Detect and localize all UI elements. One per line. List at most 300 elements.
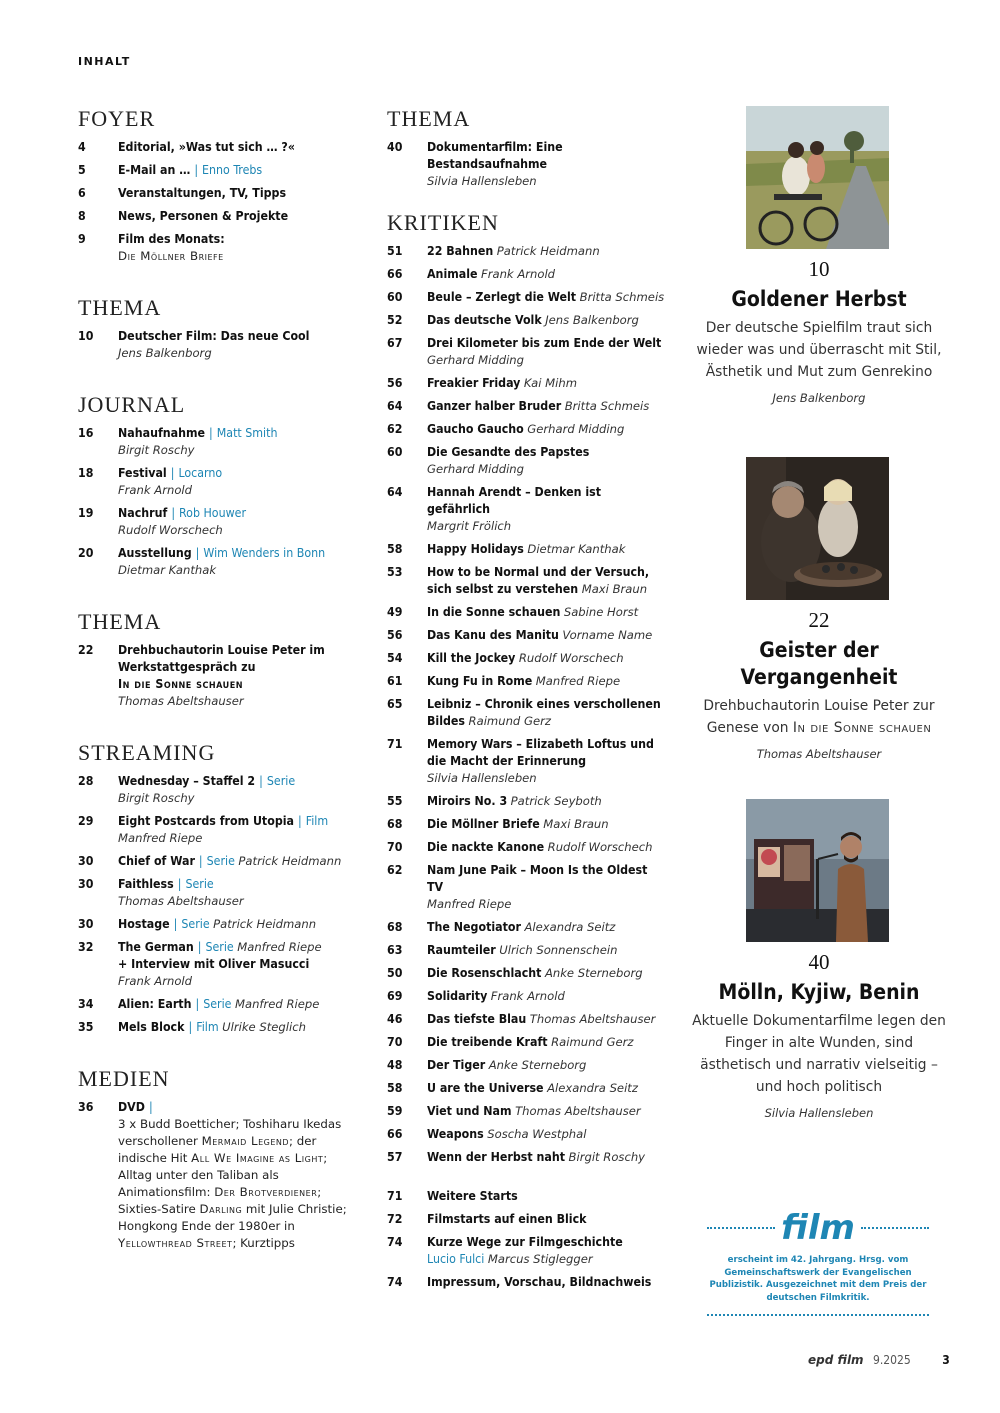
entry-body xyxy=(118,773,360,807)
dotted-rule xyxy=(707,1314,929,1316)
entry-title: Faithless xyxy=(118,877,174,891)
toc-entry[interactable] xyxy=(387,541,665,558)
toc-entry[interactable] xyxy=(387,627,665,644)
entry-category: Film xyxy=(196,1020,219,1034)
entry-line xyxy=(427,484,665,518)
page-number: 40 xyxy=(387,140,403,154)
page-number: 71 xyxy=(387,1189,403,1203)
toc-section xyxy=(387,106,665,190)
toc-entry[interactable] xyxy=(387,862,665,913)
entry-line xyxy=(427,965,665,982)
page-number: 3 xyxy=(942,1353,950,1367)
toc-entry[interactable] xyxy=(78,1019,360,1036)
entry-title: Die Möllner Briefe xyxy=(427,817,540,831)
entry-author: Rudolf Worschech xyxy=(118,523,223,537)
entry-author: Kai Mihm xyxy=(523,376,577,390)
entry-body xyxy=(427,1234,665,1268)
separator: | xyxy=(177,877,182,891)
entry-category: Film xyxy=(305,814,329,828)
toc-entry[interactable] xyxy=(387,793,665,810)
page-number: 46 xyxy=(387,1012,403,1026)
toc-entry[interactable] xyxy=(387,1126,665,1143)
entry-line xyxy=(427,564,665,598)
entry-title: Ausstellung xyxy=(118,546,192,560)
entry-line xyxy=(118,853,360,870)
section-heading: KRITIKEN xyxy=(387,210,499,235)
toc-entry[interactable] xyxy=(387,1149,665,1166)
entry-category: Serie xyxy=(206,854,235,868)
entry-body xyxy=(427,243,665,260)
entry-author: Patrick Heidmann xyxy=(496,244,600,258)
entry-body xyxy=(427,398,665,415)
entry-line xyxy=(118,1099,360,1116)
page-number: 30 xyxy=(78,877,94,891)
entry-body xyxy=(118,505,360,539)
dotted-rule xyxy=(707,1227,775,1229)
entry-title: Veranstaltungen, TV, Tipps xyxy=(118,186,287,200)
entry-title: Editorial, »Was tut sich … ?« xyxy=(118,140,295,154)
masthead-text: erscheint im 42. Jahrgang. Hrsg. vom Gemeinschaftswerk der Evangelischen Publizistik. Ausgezeichnet mit dem Preis der deutschen Filmkritik. xyxy=(709,1255,927,1303)
page-number: 32 xyxy=(78,940,94,954)
entry-author: Jens Balkenborg xyxy=(545,313,639,327)
entry-body xyxy=(427,1126,665,1143)
entry-line xyxy=(427,696,665,730)
entry-category: Rob Houwer xyxy=(179,506,246,520)
entry-body xyxy=(427,1274,665,1291)
entry-author: Raimund Gerz xyxy=(551,1035,634,1049)
page-number: 58 xyxy=(387,1081,403,1095)
page-number: 8 xyxy=(78,209,86,223)
entry-author: Silvia Hallensleben xyxy=(427,174,537,188)
page-number: 10 xyxy=(78,329,94,343)
entry-body xyxy=(118,208,360,225)
entry-line xyxy=(427,650,665,667)
toc-entry[interactable] xyxy=(387,965,665,982)
toc-entry[interactable] xyxy=(387,444,665,478)
entry-title-extra: + Interview mit Oliver Masucci xyxy=(118,957,310,971)
entry-body xyxy=(427,942,665,959)
entry-line xyxy=(118,162,360,179)
toc-entry[interactable] xyxy=(387,696,665,730)
entry-author: Maxi Braun xyxy=(581,582,648,596)
entry-title: Deutscher Film: Das neue Cool xyxy=(118,329,310,343)
entry-author: Dietmar Kanthak xyxy=(527,542,626,556)
entry-title: U are the Universe xyxy=(427,1081,544,1095)
entry-line xyxy=(427,375,665,392)
entry-author: Anke Sterneborg xyxy=(544,966,643,980)
entry-body xyxy=(427,673,665,690)
entry-body xyxy=(427,862,665,913)
entry-body xyxy=(118,545,360,579)
entry-line xyxy=(427,1211,665,1228)
entry-line xyxy=(427,444,665,461)
speaker-photo xyxy=(746,799,889,942)
entry-body xyxy=(427,1188,665,1205)
entry-body xyxy=(118,642,360,710)
entry-title: Die Gesandte des Papstes xyxy=(427,445,590,459)
toc-entry[interactable] xyxy=(78,185,360,202)
entry-title: Die nackte Kanone xyxy=(427,840,545,854)
entry-author: Manfred Riepe xyxy=(237,940,322,954)
feature-page-number: 40 xyxy=(808,950,830,974)
separator: | xyxy=(198,854,203,868)
entry-title: Film des Monats: xyxy=(118,232,225,246)
cyclists-photo xyxy=(746,106,889,249)
entry-line xyxy=(427,627,665,644)
entry-author: Frank Arnold xyxy=(490,989,565,1003)
toc-entry[interactable] xyxy=(387,1080,665,1097)
film-title: In die Sonne schauen xyxy=(792,720,932,736)
entry-body xyxy=(427,604,665,621)
entry-title: Weapons xyxy=(427,1127,484,1141)
entry-description: 3 x Budd Boetticher; Toshiharu Ikedas verschollener Mermaid Legend; der indische Hit All We Imagine as Light; Alltag unter den Taliban als Animationsfilm: Der Brotverdiener; Sixties-Satire Darling mit Julie Christie; Hongkong Ende der 1980er in Yellowthread Street; Kurztipps xyxy=(118,1117,347,1250)
entry-title: The German xyxy=(118,940,194,954)
page-number: 36 xyxy=(78,1100,94,1114)
toc-section xyxy=(78,609,360,710)
page-number: 54 xyxy=(387,651,403,665)
page-number: 50 xyxy=(387,966,403,980)
feature-teaser[interactable] xyxy=(690,106,948,405)
entry-line xyxy=(427,541,665,558)
entry-line xyxy=(427,1251,665,1268)
entry-title: Viet und Nam xyxy=(427,1104,512,1118)
entry-title: Kill the Jockey xyxy=(427,651,516,665)
entry-author: Manfred Riepe xyxy=(427,897,512,911)
entry-line xyxy=(118,139,360,156)
separator: | xyxy=(209,426,213,440)
page-number: 35 xyxy=(78,1020,94,1034)
toc-entry[interactable] xyxy=(387,335,665,369)
entry-title: Solidarity xyxy=(427,989,488,1003)
page-footer xyxy=(808,1353,950,1367)
toc-entry[interactable] xyxy=(387,243,665,260)
page-number: 6 xyxy=(78,186,86,200)
entry-line xyxy=(427,139,665,173)
entry-line xyxy=(118,425,360,442)
entry-body xyxy=(118,328,360,362)
entry-line xyxy=(427,1080,665,1097)
entry-line xyxy=(118,642,360,676)
entry-body xyxy=(427,1211,665,1228)
masthead xyxy=(707,1208,929,1316)
page-number: 9 xyxy=(78,232,86,246)
entry-line xyxy=(427,793,665,810)
entry-title: Die treibende Kraft xyxy=(427,1035,548,1049)
entry-author: Raimund Gerz xyxy=(468,714,551,728)
toc-section xyxy=(78,740,360,1036)
page-number: 30 xyxy=(78,854,94,868)
toc-entry[interactable] xyxy=(78,876,360,910)
entry-body xyxy=(427,335,665,369)
entry-title: Kurze Wege zur Filmgeschichte xyxy=(427,1235,623,1249)
page-number: 70 xyxy=(387,1035,403,1049)
entry-author: Rudolf Worschech xyxy=(547,840,653,854)
section-heading: STREAMING xyxy=(78,740,216,765)
entry-body xyxy=(118,916,360,933)
entry-author: Birgit Roschy xyxy=(118,791,195,805)
entry-line xyxy=(427,1057,665,1074)
film-title: Der Brotverdiener xyxy=(214,1185,318,1199)
entry-title: Memory Wars – Elizabeth Loftus und die Macht der Erinnerung xyxy=(427,737,654,768)
feature-title: Mölln, Kyjiw, Benin xyxy=(718,980,920,1004)
entry-line xyxy=(427,1103,665,1120)
entry-title: Beule – Zerlegt die Welt xyxy=(427,290,577,304)
entry-line xyxy=(427,988,665,1005)
entry-title: Nachruf xyxy=(118,506,168,520)
entry-title: Impressum, Vorschau, Bildnachweis xyxy=(427,1275,652,1289)
feature-page-number: 22 xyxy=(808,608,830,632)
page-number: 62 xyxy=(387,422,403,436)
toc-entry[interactable] xyxy=(387,650,665,667)
page-number: 57 xyxy=(387,1150,403,1164)
toc-entry[interactable] xyxy=(387,942,665,959)
entry-line xyxy=(427,335,665,352)
entry-author: Maxi Braun xyxy=(543,817,609,831)
toc-entry[interactable] xyxy=(387,375,665,392)
entry-body xyxy=(118,876,360,910)
entry-title: 22 Bahnen xyxy=(427,244,494,258)
entry-body xyxy=(118,185,360,202)
entry-author: Frank Arnold xyxy=(118,483,193,497)
entry-body xyxy=(427,965,665,982)
toc-entry[interactable] xyxy=(78,425,360,459)
toc-entry[interactable] xyxy=(387,816,665,833)
film-title: Mermaid Legend xyxy=(201,1134,290,1148)
section-heading: FOYER xyxy=(78,106,156,131)
entry-title: Das Kanu des Manitu xyxy=(427,628,559,642)
entry-line xyxy=(118,813,360,830)
entry-title: DVD xyxy=(118,1100,145,1114)
separator: | xyxy=(259,774,263,788)
page-number: 19 xyxy=(78,506,94,520)
entry-body xyxy=(427,312,665,329)
toc-entry[interactable] xyxy=(387,1057,665,1074)
entry-title: Animale xyxy=(427,267,478,281)
entry-line xyxy=(427,421,665,438)
feature-description: Aktuelle Dokumentarfilme legen den Finger in alte Wunden, sind ästhetisch und narrativ vielseitig – und hoch politisch xyxy=(692,1013,946,1095)
entry-title: Leibniz – Chronik eines verschollenen Bildes xyxy=(427,697,661,728)
separator: | xyxy=(194,163,199,177)
toc-entry[interactable] xyxy=(78,328,360,362)
separator: | xyxy=(171,506,176,520)
page-number: 70 xyxy=(387,840,403,854)
toc-entry[interactable] xyxy=(387,1234,665,1268)
page-number: 63 xyxy=(387,943,403,957)
toc-entry[interactable] xyxy=(387,919,665,936)
footer-issue: 9.2025 xyxy=(873,1353,911,1367)
entry-line xyxy=(427,736,665,770)
toc-entry[interactable] xyxy=(78,1099,360,1252)
entry-author: Manfred Riepe xyxy=(535,674,621,688)
page-number: 59 xyxy=(387,1104,403,1118)
page-number: 49 xyxy=(387,605,403,619)
entry-title: Dokumentarfilm: Eine Bestandsaufnahme xyxy=(427,140,563,171)
toc-section xyxy=(78,295,360,362)
toc-entry[interactable] xyxy=(387,289,665,306)
entry-title: Ganzer halber Bruder xyxy=(427,399,562,413)
entry-author: Dietmar Kanthak xyxy=(118,563,217,577)
page-number: 68 xyxy=(387,920,403,934)
entry-title: Hannah Arendt – Denken ist gefährlich xyxy=(427,485,601,516)
entry-author: Thomas Abeltshauser xyxy=(529,1012,656,1026)
entry-line xyxy=(427,816,665,833)
toc-entry[interactable] xyxy=(78,939,360,990)
toc-entry[interactable] xyxy=(387,421,665,438)
entry-body xyxy=(427,1011,665,1028)
toc-entry[interactable] xyxy=(78,139,360,156)
separator: | xyxy=(188,1020,193,1034)
entry-line xyxy=(118,1019,360,1036)
page-number: 74 xyxy=(387,1235,403,1249)
entry-body xyxy=(427,736,665,787)
entry-body xyxy=(118,425,360,459)
entry-title: How to be Normal und der Versuch, sich selbst zu verstehen xyxy=(427,565,650,596)
toc-section xyxy=(387,1188,665,1291)
entry-author: Thomas Abeltshauser xyxy=(118,694,244,708)
entry-body xyxy=(118,139,360,156)
entry-body xyxy=(427,375,665,392)
entry-author: Rudolf Worschech xyxy=(518,651,624,665)
toc-entry[interactable] xyxy=(387,312,665,329)
entry-category: Wim Wenders in Bonn xyxy=(203,546,326,560)
page-number: 65 xyxy=(387,697,403,711)
toc-entry[interactable] xyxy=(78,545,360,579)
entry-title: Raumteiler xyxy=(427,943,496,957)
toc-entry[interactable] xyxy=(387,1274,665,1291)
entry-author: Manfred Riepe xyxy=(234,997,320,1011)
page-number: 60 xyxy=(387,445,403,459)
feature-teaser[interactable] xyxy=(690,457,948,761)
toc-entry[interactable] xyxy=(78,208,360,225)
entry-category: Serie xyxy=(203,997,232,1011)
toc-entry[interactable] xyxy=(387,398,665,415)
entry-body xyxy=(427,444,665,478)
entry-author: Patrick Heidmann xyxy=(238,854,342,868)
toc-entry[interactable] xyxy=(387,266,665,283)
entry-body xyxy=(118,465,360,499)
page-number: 48 xyxy=(387,1058,403,1072)
entry-author: Alexandra Seitz xyxy=(524,920,616,934)
entry-line xyxy=(427,266,665,283)
toc-entry[interactable] xyxy=(78,505,360,539)
page-number: 66 xyxy=(387,267,403,281)
entry-body xyxy=(118,939,360,990)
entry-body xyxy=(427,541,665,558)
entry-line xyxy=(427,1234,665,1251)
entry-body xyxy=(118,1099,360,1252)
entry-line xyxy=(427,398,665,415)
entry-body xyxy=(118,813,360,847)
entry-title: Das tiefste Blau xyxy=(427,1012,527,1026)
page-number: 67 xyxy=(387,336,403,350)
page-number: 74 xyxy=(387,1275,403,1289)
separator: | xyxy=(195,546,200,560)
entry-body xyxy=(427,1057,665,1074)
toc-entry[interactable] xyxy=(387,1034,665,1051)
entry-author: Thomas Abeltshauser xyxy=(515,1104,641,1118)
entry-body xyxy=(427,564,665,598)
page-number: 20 xyxy=(78,546,94,560)
toc-entry[interactable] xyxy=(387,736,665,787)
entry-author: Thomas Abeltshauser xyxy=(118,894,244,908)
page-number: 61 xyxy=(387,674,403,688)
entry-body xyxy=(118,162,360,179)
entry-author: Jens Balkenborg xyxy=(118,346,212,360)
toc-entry[interactable] xyxy=(387,839,665,856)
page-number: 34 xyxy=(78,997,94,1011)
entry-body xyxy=(427,1149,665,1166)
toc-entry[interactable] xyxy=(78,231,360,265)
toc-entry[interactable] xyxy=(78,916,360,933)
toc-entry[interactable] xyxy=(387,484,665,535)
entry-body xyxy=(427,696,665,730)
entry-title: Die Rosenschlacht xyxy=(427,966,542,980)
feature-page-number: 10 xyxy=(808,257,830,281)
entry-title: Wenn der Herbst naht xyxy=(427,1150,565,1164)
toc-entry[interactable] xyxy=(387,1211,665,1228)
separator: | xyxy=(173,917,178,931)
page-number: 18 xyxy=(78,466,94,480)
entry-title: Filmstarts auf einen Blick xyxy=(427,1212,587,1226)
entry-category: Serie xyxy=(266,774,296,788)
entry-title: In die Sonne schauen xyxy=(427,605,561,619)
entry-body xyxy=(427,1103,665,1120)
toc-section xyxy=(387,210,665,1166)
entry-category: Serie xyxy=(205,940,234,954)
entry-line xyxy=(118,231,360,248)
entry-line xyxy=(427,604,665,621)
entry-title: Drehbuchautorin Louise Peter im Werkstattgespräch zu xyxy=(118,643,325,674)
separator: | xyxy=(195,997,200,1011)
feature-teaser[interactable] xyxy=(690,799,948,1120)
entry-line xyxy=(427,312,665,329)
entry-line xyxy=(427,919,665,936)
toc-entry[interactable] xyxy=(78,996,360,1013)
separator: | xyxy=(197,940,202,954)
page-number: 69 xyxy=(387,989,403,1003)
entry-author: Ulrich Sonnenschein xyxy=(499,943,618,957)
page-number: 30 xyxy=(78,917,94,931)
toc-entry[interactable] xyxy=(387,1103,665,1120)
feature-author: Thomas Abeltshauser xyxy=(756,747,882,761)
toc-entry[interactable] xyxy=(387,1011,665,1028)
toc-entry[interactable] xyxy=(78,465,360,499)
toc-entry[interactable] xyxy=(387,564,665,598)
toc-entry[interactable] xyxy=(387,673,665,690)
toc-entry[interactable] xyxy=(78,642,360,710)
entry-line xyxy=(118,328,360,345)
entry-body xyxy=(427,988,665,1005)
page-number: 62 xyxy=(387,863,403,877)
entry-title: Eight Postcards from Utopia xyxy=(118,814,294,828)
toc-entry[interactable] xyxy=(387,1188,665,1205)
entry-author: Birgit Roschy xyxy=(118,443,195,457)
page-label: INHALT xyxy=(78,55,131,68)
separator: | xyxy=(298,814,302,828)
entry-title: Das deutsche Volk xyxy=(427,313,542,327)
toc-entry[interactable] xyxy=(78,773,360,807)
toc-entry[interactable] xyxy=(78,853,360,870)
entry-category: Lucio Fulci xyxy=(427,1252,485,1266)
toc-entry[interactable] xyxy=(387,604,665,621)
toc-entry[interactable] xyxy=(387,988,665,1005)
toc-entry[interactable] xyxy=(78,813,360,847)
entry-line xyxy=(427,1149,665,1166)
entry-line xyxy=(118,996,360,1013)
entry-title: Nam June Paik – Moon Is the Oldest TV xyxy=(427,863,648,894)
toc-entry[interactable] xyxy=(387,139,665,190)
toc-entry[interactable] xyxy=(78,162,360,179)
